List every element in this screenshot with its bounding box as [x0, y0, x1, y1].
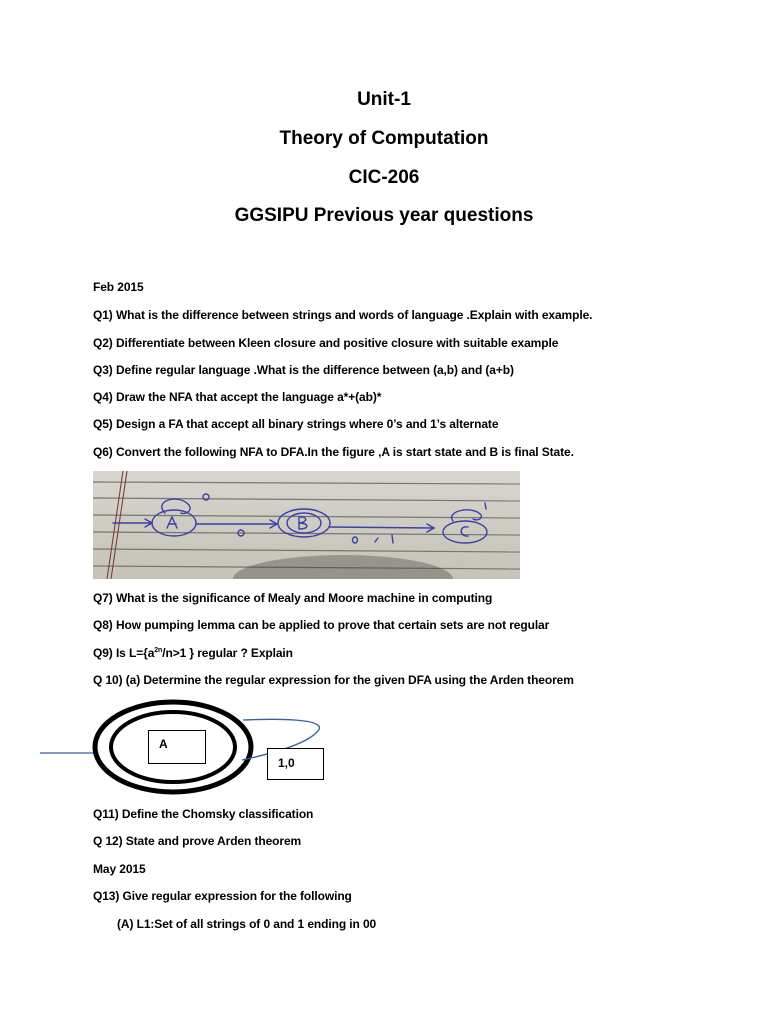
- question-q7: Q7) What is the significance of Mealy and Moore machine in computing: [93, 591, 493, 605]
- section-heading-may-2015: May 2015: [93, 862, 146, 876]
- state-label: A: [159, 737, 168, 751]
- question-q3: Q3) Define regular language .What is the difference between (a,b) and (a+b): [93, 363, 514, 377]
- nfa-handwritten-photo: [93, 471, 520, 579]
- question-q11: Q11) Define the Chomsky classification: [93, 807, 314, 821]
- state-label-box: [148, 730, 206, 764]
- question-q1: Q1) What is the difference between strings and words of language .Explain with example.: [93, 308, 593, 322]
- subject-title: Theory of Computation: [279, 128, 489, 149]
- nfa-diagram-drawing: [93, 471, 520, 579]
- arden-dfa-diagram: [30, 690, 350, 805]
- question-q12: Q 12) State and prove Arden theorem: [93, 834, 302, 848]
- collection-title: GGSIPU Previous year questions: [234, 205, 534, 226]
- q9-suffix: /n>1 } regular ? Explain: [162, 646, 293, 660]
- question-q6: Q6) Convert the following NFA to DFA.In the figure ,A is start state and B is final State.: [93, 445, 574, 459]
- question-q10: Q 10) (a) Determine the regular expression for the given DFA using the Arden theorem: [93, 673, 574, 687]
- q9-prefix: Q9) Is L={a: [93, 646, 155, 660]
- q9-exponent: 2n: [154, 647, 163, 654]
- question-q2: Q2) Differentiate between Kleen closure and positive closure with suitable example: [93, 336, 559, 350]
- course-code: CIC-206: [348, 167, 420, 188]
- question-q8: Q8) How pumping lemma can be applied to prove that certain sets are not regular: [93, 618, 550, 632]
- transition-label-box: [267, 748, 324, 780]
- question-q9: [93, 645, 293, 661]
- section-heading-feb-2015: Feb 2015: [93, 280, 144, 294]
- question-q4: Q4) Draw the NFA that accept the language a*+(ab)*: [93, 390, 382, 404]
- transition-label: 1,0: [278, 756, 295, 770]
- question-q13-a: (A) L1:Set of all strings of 0 and 1 ending in 00: [117, 917, 377, 931]
- question-q5: Q5) Design a FA that accept all binary strings where 0’s and 1’s alternate: [93, 417, 499, 431]
- question-q13: Q13) Give regular expression for the following: [93, 889, 352, 903]
- unit-title: Unit-1: [357, 89, 411, 110]
